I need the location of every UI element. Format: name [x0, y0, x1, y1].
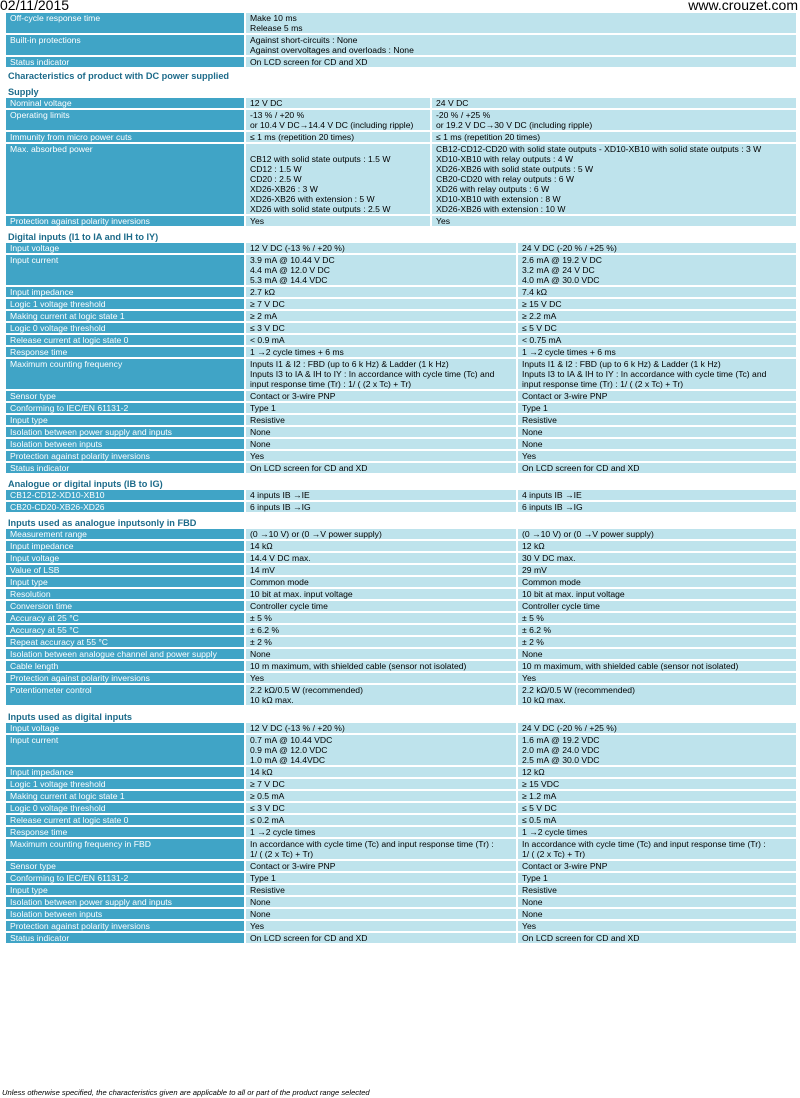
- spec-row: [6, 243, 796, 253]
- analogue-or-digital-table: [6, 490, 796, 512]
- spec-row: [6, 897, 796, 907]
- spec-value-24v: 7.4 kΩ: [518, 287, 796, 297]
- spec-row: [6, 323, 796, 333]
- spec-value-24v: None: [518, 439, 796, 449]
- spec-row: [6, 391, 796, 401]
- spec-value-24v: 12 kΩ: [518, 541, 796, 551]
- spec-value-12v: On LCD screen for CD and XD: [246, 933, 516, 943]
- site-url: www.crouzet.com: [688, 0, 798, 13]
- spec-value-12v: Type 1: [246, 403, 516, 413]
- spec-value-24v: Contact or 3-wire PNP: [518, 391, 796, 401]
- spec-label: Sensor type: [6, 391, 244, 401]
- spec-value-12v: None: [246, 897, 516, 907]
- spec-value-24v: Common mode: [518, 577, 796, 587]
- spec-row: [6, 861, 796, 871]
- spec-row: [6, 601, 796, 611]
- spec-row: [6, 451, 796, 461]
- spec-label: Isolation between inputs: [6, 909, 244, 919]
- spec-value-24v: On LCD screen for CD and XD: [518, 933, 796, 943]
- spec-label: Resolution: [6, 589, 244, 599]
- spec-value-12v: 6 inputs IB →IG: [246, 502, 516, 512]
- spec-value-24v: (0 →10 V) or (0 →V power supply): [518, 529, 796, 539]
- spec-row: [6, 873, 796, 883]
- spec-value-24v: ≤ 5 V DC: [518, 803, 796, 813]
- spec-row: [6, 637, 796, 647]
- spec-value-12v: < 0.9 mA: [246, 335, 516, 345]
- spec-value-24v: On LCD screen for CD and XD: [518, 463, 796, 473]
- spec-value-12v: (0 →10 V) or (0 →V power supply): [246, 529, 516, 539]
- spec-row: [6, 565, 796, 575]
- spec-label: Repeat accuracy at 55 °C: [6, 637, 244, 647]
- spec-value-24v: None: [518, 427, 796, 437]
- spec-value-24v: ≥ 15 V DC: [518, 299, 796, 309]
- spec-value-12v: In accordance with cycle time (Tc) and input response time (Tr) : 1/ ( (2 x Tc) + Tr): [246, 839, 516, 859]
- spec-label: Protection against polarity inversions: [6, 921, 244, 931]
- spec-value-12v: None: [246, 649, 516, 659]
- spec-row: [6, 13, 796, 33]
- spec-row: [6, 427, 796, 437]
- spec-value-12v: ≥ 7 V DC: [246, 779, 516, 789]
- spec-label: Logic 1 voltage threshold: [6, 299, 244, 309]
- spec-value-12v: Yes: [246, 451, 516, 461]
- digital-inputs-title: Digital inputs (I1 to IA and IH to IY): [8, 232, 159, 242]
- spec-value-12v: -13 % / +20 % or 10.4 V DC→14.4 V DC (including ripple): [246, 110, 430, 130]
- spec-label: Conforming to IEC/EN 61131-2: [6, 403, 244, 413]
- spec-value: Against short-circuits : None Against overvoltages and overloads : None: [246, 35, 796, 55]
- spec-label: Value of LSB: [6, 565, 244, 575]
- spec-label: Logic 0 voltage threshold: [6, 323, 244, 333]
- spec-value-24v: 24 V DC: [432, 98, 796, 108]
- spec-value-24v: 1 →2 cycle times: [518, 827, 796, 837]
- spec-value-12v: None: [246, 427, 516, 437]
- spec-label: Input impedance: [6, 541, 244, 551]
- print-date: 02/11/2015: [0, 0, 70, 13]
- spec-value-24v: < 0.75 mA: [518, 335, 796, 345]
- spec-value-12v: ≥ 2 mA: [246, 311, 516, 321]
- spec-value-12v: Type 1: [246, 873, 516, 883]
- spec-value-24v: 29 mV: [518, 565, 796, 575]
- spec-row: [6, 577, 796, 587]
- analogue-or-digital-title: Analogue or digital inputs (IB to IG): [8, 479, 163, 489]
- spec-row: [6, 359, 796, 389]
- spec-value-24v: 10 m maximum, with shielded cable (sensor not isolated): [518, 661, 796, 671]
- spec-label: Protection against polarity inversions: [6, 451, 244, 461]
- spec-value-24v: ≥ 15 VDC: [518, 779, 796, 789]
- spec-value-12v: None: [246, 439, 516, 449]
- spec-label: Protection against polarity inversions: [6, 216, 244, 226]
- spec-value-24v: 2.6 mA @ 19.2 V DC 3.2 mA @ 24 V DC 4.0 mA @ 30.0 VDC: [518, 255, 796, 285]
- spec-value-12v: 2.2 kΩ/0.5 W (recommended) 10 kΩ max.: [246, 685, 516, 705]
- spec-value-24v: 1 →2 cycle times + 6 ms: [518, 347, 796, 357]
- spec-value-12v: 14 kΩ: [246, 541, 516, 551]
- spec-row: [6, 541, 796, 551]
- spec-label: Cable length: [6, 661, 244, 671]
- spec-value-24v: 30 V DC max.: [518, 553, 796, 563]
- spec-value-24v: Yes: [518, 921, 796, 931]
- spec-value-12v: 4 inputs IB →IE: [246, 490, 516, 500]
- spec-label: Isolation between power supply and inputs: [6, 427, 244, 437]
- spec-label: Logic 0 voltage threshold: [6, 803, 244, 813]
- spec-value-12v: ± 5 %: [246, 613, 516, 623]
- spec-label: Maximum counting frequency: [6, 359, 244, 389]
- spec-label: Isolation between power supply and inputs: [6, 897, 244, 907]
- spec-value-12v: Controller cycle time: [246, 601, 516, 611]
- spec-label: Input impedance: [6, 767, 244, 777]
- spec-label: Protection against polarity inversions: [6, 673, 244, 683]
- spec-row: [6, 839, 796, 859]
- spec-row: [6, 885, 796, 895]
- spec-row: [6, 216, 796, 226]
- spec-row: [6, 57, 796, 67]
- spec-value: Make 10 ms Release 5 ms: [246, 13, 796, 33]
- spec-row: [6, 553, 796, 563]
- spec-label: Input voltage: [6, 243, 244, 253]
- spec-label: Accuracy at 55 °C: [6, 625, 244, 635]
- spec-value-12v: Resistive: [246, 415, 516, 425]
- spec-row: [6, 98, 796, 108]
- spec-value-24v: Controller cycle time: [518, 601, 796, 611]
- spec-row: [6, 723, 796, 733]
- spec-label: Isolation between inputs: [6, 439, 244, 449]
- spec-value-24v: Resistive: [518, 885, 796, 895]
- spec-row: [6, 767, 796, 777]
- spec-label: Measurement range: [6, 529, 244, 539]
- spec-row: [6, 589, 796, 599]
- spec-value-24v: CB12-CD12-CD20 with solid state outputs - XD10-XB10 with solid state outputs : 3 W XD10-XB10 with relay outputs : 4 W XD26-XB26 with solid state outputs : 5 W CB20-CD20 with relay outputs : 6 W XD26 with relay outputs : 6 W XD10-XB10 with extension : 8 W XD26-XB26 with extension : 10 W: [432, 144, 796, 214]
- spec-row: [6, 287, 796, 297]
- spec-row: [6, 625, 796, 635]
- spec-label: Status indicator: [6, 933, 244, 943]
- as-digital-title: Inputs used as digital inputs: [8, 712, 133, 722]
- spec-value-12v: ± 2 %: [246, 637, 516, 647]
- spec-value-12v: ≥ 7 V DC: [246, 299, 516, 309]
- spec-value-24v: ≤ 1 ms (repetition 20 times): [432, 132, 796, 142]
- spec-value-24v: -20 % / +25 % or 19.2 V DC→30 V DC (including ripple): [432, 110, 796, 130]
- spec-row: [6, 735, 796, 765]
- spec-value-12v: 14.4 V DC max.: [246, 553, 516, 563]
- spec-label: Input current: [6, 735, 244, 765]
- spec-value-12v: 12 V DC: [246, 98, 430, 108]
- spec-value-24v: In accordance with cycle time (Tc) and input response time (Tr) : 1/ ( (2 x Tc) + Tr): [518, 839, 796, 859]
- dc-characteristics-title: Characteristics of product with DC power supplied: [8, 71, 230, 81]
- spec-label: Isolation between analogue channel and power supply: [6, 649, 244, 659]
- spec-row: [6, 779, 796, 789]
- spec-value-24v: Yes: [432, 216, 796, 226]
- spec-row: [6, 502, 796, 512]
- spec-row: [6, 311, 796, 321]
- spec-value-12v: ≤ 3 V DC: [246, 323, 516, 333]
- top-spec-table: [6, 13, 796, 67]
- spec-label: CB20-CD20-XB26-XD26: [6, 502, 244, 512]
- spec-value-24v: Type 1: [518, 873, 796, 883]
- spec-row: [6, 110, 796, 130]
- spec-label: Response time: [6, 347, 244, 357]
- footer-note: Unless otherwise specified, the characteristics given are applicable to all or part of the product range selected: [2, 1088, 370, 1097]
- spec-row: [6, 132, 796, 142]
- spec-row: [6, 439, 796, 449]
- spec-label: Built-in protections: [6, 35, 244, 55]
- spec-label: Accuracy at 25 °C: [6, 613, 244, 623]
- spec-value-12v: On LCD screen for CD and XD: [246, 463, 516, 473]
- spec-value-12v: ≤ 0.2 mA: [246, 815, 516, 825]
- spec-value-12v: ≥ 0.5 mA: [246, 791, 516, 801]
- spec-value-12v: 12 V DC (-13 % / +20 %): [246, 243, 516, 253]
- spec-row: [6, 613, 796, 623]
- as-digital-table: [6, 723, 796, 943]
- spec-value-24v: Contact or 3-wire PNP: [518, 861, 796, 871]
- spec-row: [6, 255, 796, 285]
- spec-label: Conversion time: [6, 601, 244, 611]
- spec-value-12v: Common mode: [246, 577, 516, 587]
- spec-value-12v: ± 6.2 %: [246, 625, 516, 635]
- spec-label: Status indicator: [6, 57, 244, 67]
- spec-row: [6, 649, 796, 659]
- spec-value: On LCD screen for CD and XD: [246, 57, 796, 67]
- spec-value-12v: 2.7 kΩ: [246, 287, 516, 297]
- spec-label: Nominal voltage: [6, 98, 244, 108]
- spec-label: Input type: [6, 577, 244, 587]
- supply-title: Supply: [8, 87, 39, 97]
- spec-row: [6, 827, 796, 837]
- spec-row: [6, 463, 796, 473]
- spec-label: Release current at logic state 0: [6, 815, 244, 825]
- spec-label: Input impedance: [6, 287, 244, 297]
- spec-value-12v: Resistive: [246, 885, 516, 895]
- spec-value-24v: ± 5 %: [518, 613, 796, 623]
- spec-label: Input voltage: [6, 553, 244, 563]
- spec-value-24v: Resistive: [518, 415, 796, 425]
- spec-row: [6, 144, 796, 214]
- spec-value-12v: 14 mV: [246, 565, 516, 575]
- spec-row: [6, 490, 796, 500]
- spec-row: [6, 299, 796, 309]
- spec-label: Making current at logic state 1: [6, 311, 244, 321]
- spec-label: Logic 1 voltage threshold: [6, 779, 244, 789]
- spec-row: [6, 791, 796, 801]
- spec-label: Max. absorbed power: [6, 144, 244, 214]
- spec-value-24v: None: [518, 897, 796, 907]
- spec-label: Status indicator: [6, 463, 244, 473]
- spec-value-12v: 10 m maximum, with shielded cable (sensor not isolated): [246, 661, 516, 671]
- spec-label: Off-cycle response time: [6, 13, 244, 33]
- spec-value-12v: ≤ 1 ms (repetition 20 times): [246, 132, 430, 142]
- spec-value-12v: None: [246, 909, 516, 919]
- spec-label: Release current at logic state 0: [6, 335, 244, 345]
- spec-row: [6, 347, 796, 357]
- spec-label: Input current: [6, 255, 244, 285]
- spec-row: [6, 415, 796, 425]
- spec-value-24v: Yes: [518, 451, 796, 461]
- spec-value-24v: 10 bit at max. input voltage: [518, 589, 796, 599]
- spec-value-12v: 1 →2 cycle times: [246, 827, 516, 837]
- page-header: [0, 0, 800, 13]
- spec-value-24v: Yes: [518, 673, 796, 683]
- spec-value-12v: 3.9 mA @ 10.44 V DC 4.4 mA @ 12.0 V DC 5.3 mA @ 14.4 VDC: [246, 255, 516, 285]
- spec-value-12v: 0.7 mA @ 10.44 VDC 0.9 mA @ 12.0 VDC 1.0 mA @ 14.4VDC: [246, 735, 516, 765]
- spec-row: [6, 673, 796, 683]
- spec-label: Maximum counting frequency in FBD: [6, 839, 244, 859]
- spec-sheet: [6, 13, 796, 943]
- spec-label: Response time: [6, 827, 244, 837]
- spec-value-12v: 10 bit at max. input voltage: [246, 589, 516, 599]
- spec-value-24v: 6 inputs IB →IG: [518, 502, 796, 512]
- spec-value-12v: CB12 with solid state outputs : 1.5 W CD12 : 1.5 W CD20 : 2.5 W XD26-XB26 : 3 W XD26-XB26 with extension : 5 W XD26 with solid state outputs : 2.5 W: [246, 144, 430, 214]
- spec-value-24v: ± 2 %: [518, 637, 796, 647]
- spec-value-24v: Inputs I1 & I2 : FBD (up to 6 k Hz) & Ladder (1 k Hz) Inputs I3 to IA & IH to IY : In accordance with cycle time (Tc) and input response time (Tr) : 1/ ( (2 x Tc) + Tr): [518, 359, 796, 389]
- spec-value-12v: 1 →2 cycle times + 6 ms: [246, 347, 516, 357]
- spec-row: [6, 921, 796, 931]
- spec-row: [6, 335, 796, 345]
- spec-value-24v: 1.6 mA @ 19.2 VDC 2.0 mA @ 24.0 VDC 2.5 mA @ 30.0 VDC: [518, 735, 796, 765]
- spec-label: Potentiometer control: [6, 685, 244, 705]
- spec-row: [6, 815, 796, 825]
- spec-value-24v: Type 1: [518, 403, 796, 413]
- spec-label: CB12-CD12-XD10-XB10: [6, 490, 244, 500]
- spec-label: Operating limits: [6, 110, 244, 130]
- spec-label: Input voltage: [6, 723, 244, 733]
- spec-row: [6, 35, 796, 55]
- spec-label: Making current at logic state 1: [6, 791, 244, 801]
- spec-row: [6, 685, 796, 705]
- spec-row: [6, 803, 796, 813]
- spec-row: [6, 529, 796, 539]
- spec-value-24v: None: [518, 909, 796, 919]
- spec-value-12v: 12 V DC (-13 % / +20 %): [246, 723, 516, 733]
- spec-value-12v: Inputs I1 & I2 : FBD (up to 6 k Hz) & Ladder (1 k Hz) Inputs I3 to IA & IH to IY : In accordance with cycle time (Tc) and input response time (Tr) : 1/ ( (2 x Tc) + Tr): [246, 359, 516, 389]
- spec-value-24v: ≥ 2.2 mA: [518, 311, 796, 321]
- spec-value-12v: Contact or 3-wire PNP: [246, 861, 516, 871]
- spec-value-24v: None: [518, 649, 796, 659]
- spec-row: [6, 661, 796, 671]
- spec-label: Immunity from micro power cuts: [6, 132, 244, 142]
- spec-value-12v: ≤ 3 V DC: [246, 803, 516, 813]
- spec-value-24v: 24 V DC (-20 % / +25 %): [518, 243, 796, 253]
- spec-label: Input type: [6, 415, 244, 425]
- spec-value-12v: Yes: [246, 216, 430, 226]
- spec-value-24v: 4 inputs IB →IE: [518, 490, 796, 500]
- spec-value-24v: 12 kΩ: [518, 767, 796, 777]
- spec-value-12v: Yes: [246, 921, 516, 931]
- spec-label: Conforming to IEC/EN 61131-2: [6, 873, 244, 883]
- supply-table: [6, 98, 796, 226]
- spec-label: Sensor type: [6, 861, 244, 871]
- spec-value-24v: 2.2 kΩ/0.5 W (recommended) 10 kΩ max.: [518, 685, 796, 705]
- spec-label: Input type: [6, 885, 244, 895]
- spec-value-24v: ≤ 5 V DC: [518, 323, 796, 333]
- spec-value-24v: ≥ 1.2 mA: [518, 791, 796, 801]
- spec-row: [6, 909, 796, 919]
- spec-value-12v: 14 kΩ: [246, 767, 516, 777]
- analogue-fbd-title: Inputs used as analogue inputsonly in FBD: [8, 518, 197, 528]
- spec-value-12v: Yes: [246, 673, 516, 683]
- spec-row: [6, 403, 796, 413]
- analogue-fbd-table: [6, 529, 796, 705]
- spec-row: [6, 933, 796, 943]
- digital-inputs-table: [6, 243, 796, 473]
- spec-value-24v: ± 6.2 %: [518, 625, 796, 635]
- spec-value-12v: Contact or 3-wire PNP: [246, 391, 516, 401]
- spec-value-24v: 24 V DC (-20 % / +25 %): [518, 723, 796, 733]
- spec-value-24v: ≤ 0.5 mA: [518, 815, 796, 825]
